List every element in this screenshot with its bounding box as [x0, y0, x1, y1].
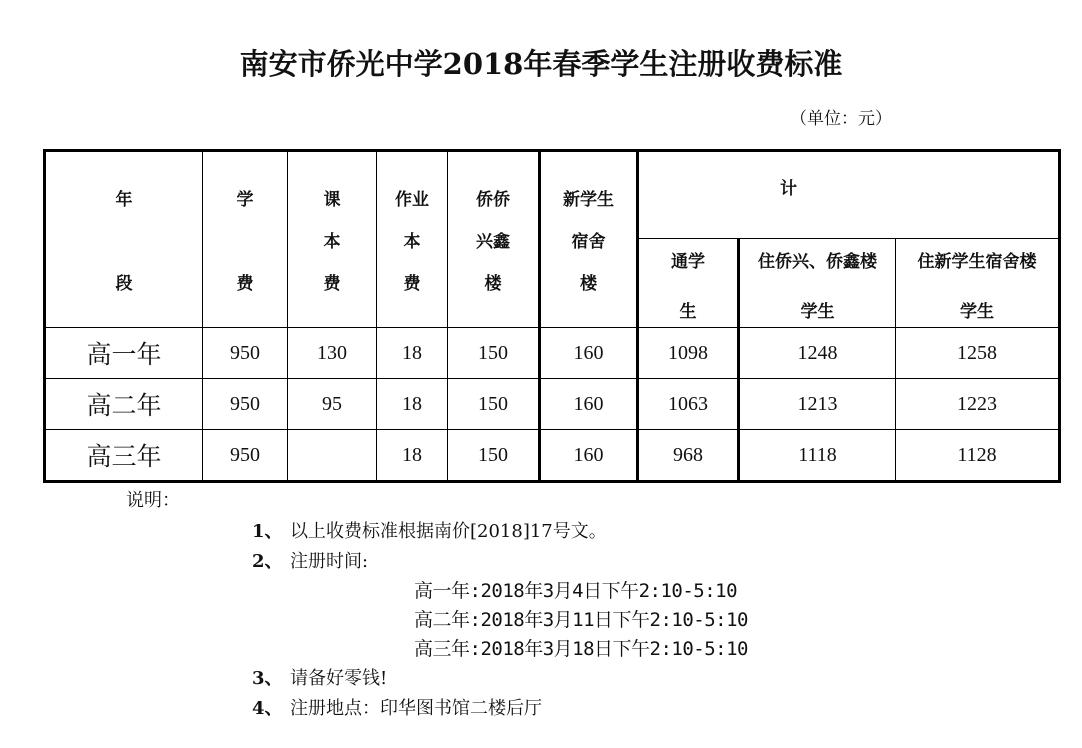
header-total: 计	[638, 151, 1060, 239]
cell-workbook: 18	[377, 379, 448, 430]
table-row	[45, 379, 1060, 430]
fee-table	[43, 149, 1061, 483]
header-qiaoxing-student: 住侨兴、侨鑫楼 学生	[739, 239, 896, 328]
header-day-student: 通学 生	[638, 239, 739, 328]
cell-tuition: 950	[203, 379, 288, 430]
cell-new-dorm: 160	[540, 430, 638, 482]
note-item-4: 4、 注册地点：印华图书馆二楼后厅	[252, 698, 542, 719]
document-title: 南安市侨光中学2018年春季学生注册收费标准	[239, 47, 843, 81]
header-new-dorm: 新学生 宿舍 楼	[540, 151, 638, 328]
header-qiaoxing-dorm: 侨侨 兴鑫 楼	[448, 151, 540, 328]
cell-workbook: 18	[377, 328, 448, 379]
cell-textbook: 130	[288, 328, 377, 379]
table-row	[45, 328, 1060, 379]
cell-qiaoxing-dorm: 150	[448, 430, 540, 482]
schedule-grade-3: 高三年:2018年3月18日下午2:10-5:10	[414, 638, 748, 660]
cell-tuition: 950	[203, 430, 288, 482]
cell-qiaoxing-student: 1118	[739, 430, 896, 482]
schedule-grade-2: 高二年:2018年3月11日下午2:10-5:10	[414, 609, 748, 631]
cell-grade: 高二年	[45, 379, 203, 430]
schedule-grade-1: 高一年:2018年3月4日下午2:10-5:10	[414, 580, 738, 602]
cell-textbook: 95	[288, 379, 377, 430]
cell-new-dorm-student: 1223	[896, 379, 1060, 430]
cell-day-student: 1063	[638, 379, 739, 430]
header-textbook: 课 本 费	[288, 151, 377, 328]
header-new-dorm-student: 住新学生宿舍楼 学生	[896, 239, 1060, 328]
note-item-2: 2、 注册时间:	[252, 551, 369, 572]
cell-new-dorm: 160	[540, 328, 638, 379]
cell-new-dorm-student: 1258	[896, 328, 1060, 379]
cell-qiaoxing-student: 1213	[739, 379, 896, 430]
note-item-3: 3、 请备好零钱!	[252, 668, 388, 689]
cell-new-dorm-student: 1128	[896, 430, 1060, 482]
cell-grade: 高一年	[45, 328, 203, 379]
unit-label: （单位：元）	[790, 109, 892, 129]
note-item-1: 1、 以上收费标准根据南价[2018]17号文。	[252, 521, 607, 542]
cell-qiaoxing-dorm: 150	[448, 328, 540, 379]
header-grade: 年 段	[45, 151, 203, 328]
header-tuition: 学 费	[203, 151, 288, 328]
header-workbook: 作业 本 费	[377, 151, 448, 328]
cell-tuition: 950	[203, 328, 288, 379]
cell-qiaoxing-student: 1248	[739, 328, 896, 379]
cell-textbook	[288, 430, 377, 482]
cell-qiaoxing-dorm: 150	[448, 379, 540, 430]
cell-workbook: 18	[377, 430, 448, 482]
cell-new-dorm: 160	[540, 379, 638, 430]
cell-grade: 高三年	[45, 430, 203, 482]
table-row	[45, 430, 1060, 482]
notes-label: 说明：	[126, 490, 180, 511]
cell-day-student: 968	[638, 430, 739, 482]
cell-day-student: 1098	[638, 328, 739, 379]
